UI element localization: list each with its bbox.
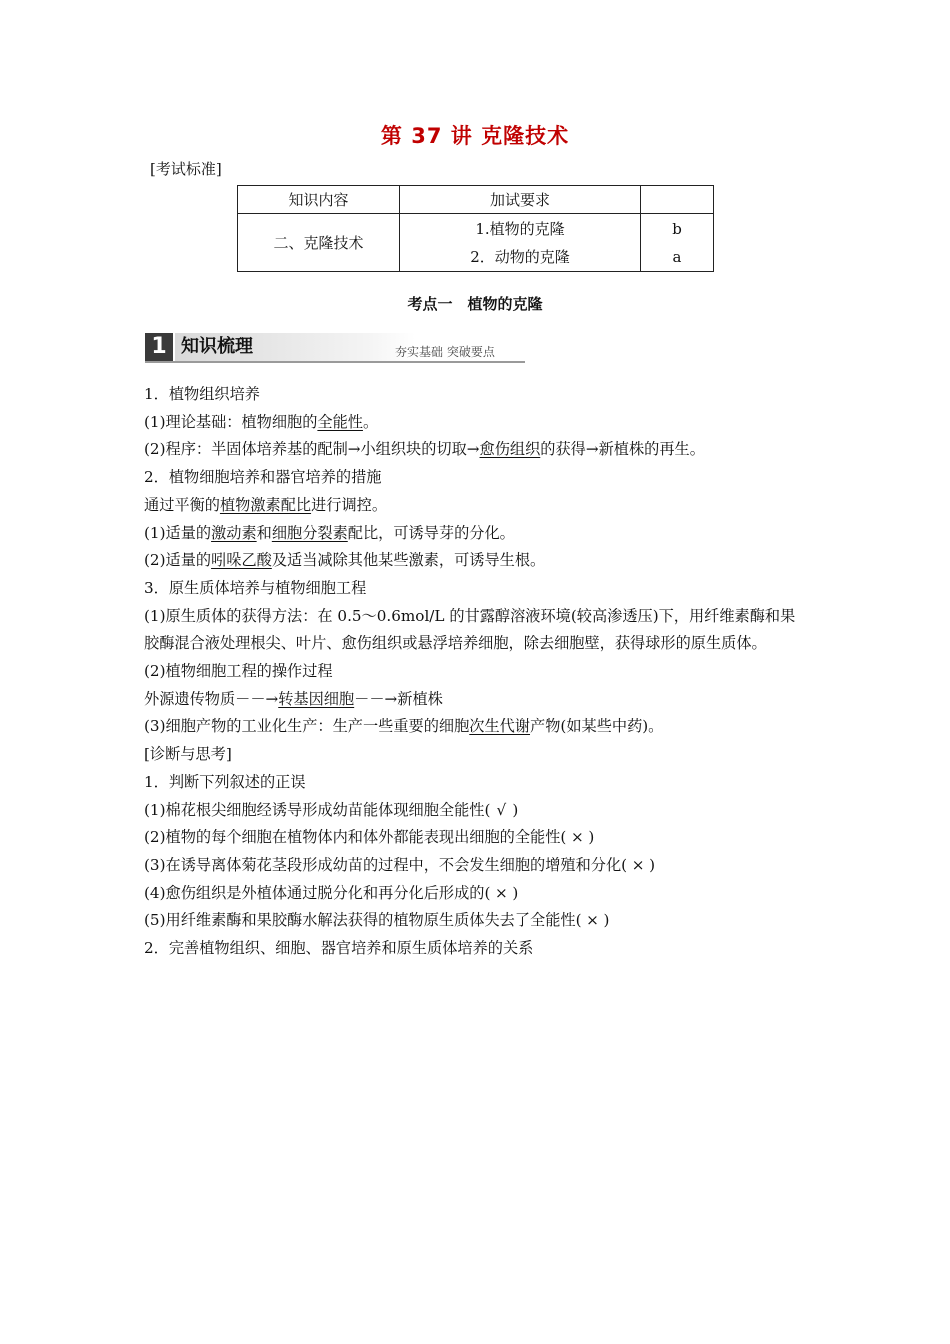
text: (1)理论基础：植物细胞的 [144, 412, 318, 431]
table-item: 2．动物的克隆 [470, 247, 570, 266]
judgement-item [144, 907, 809, 935]
text: 及适当减除其他某些激素，可诱导生根。 [271, 551, 546, 570]
text: ) [603, 911, 610, 930]
paragraph: (1)原生质体的获得方法：在 0.5～0.6mol/L 的甘露醇溶液环境(较高渗透压)下，用纤维素酶和果胶酶混合液处理根尖、叶片、愈伤组织或悬浮培养细胞，除去细胞壁，获得球形的原生质体。 [144, 606, 796, 653]
answer-blank: 转基因细胞 [278, 689, 355, 708]
text: ) [512, 883, 519, 902]
text: ) [512, 800, 519, 819]
table-item: 1.植物的克隆 [475, 219, 565, 238]
question-2: 2．完善植物组织、细胞、器官培养和原生质体培养的关系 [144, 939, 534, 958]
answer-blank: 细胞分裂素 [271, 523, 348, 542]
text: 配比，可诱导芽的分化。 [347, 523, 515, 542]
lesson-title: 第 37 讲 克隆技术 [380, 124, 570, 148]
paragraph: (2)植物细胞工程的操作过程 [144, 662, 333, 681]
table-header-requirement: 加试要求 [400, 186, 641, 214]
text: (1)适量的 [144, 523, 212, 542]
table-cell-topic: 二、克隆技术 [238, 214, 400, 272]
text: (5)用纤维素酶和果胶酶水解法获得的植物原生质体失去了全能性( [144, 911, 582, 930]
text: (2)适量的 [144, 551, 212, 570]
table-header-content: 知识内容 [238, 186, 400, 214]
table-header-blank [641, 186, 714, 214]
answer-blank: 全能性 [317, 412, 363, 431]
heading-2: 2．植物细胞培养和器官培养的措施 [144, 468, 382, 487]
judgement-item [144, 824, 809, 852]
table-row [238, 214, 714, 272]
text: 。 [362, 412, 379, 431]
heading-3: 3．原生质体培养与植物细胞工程 [144, 578, 367, 597]
answer-blank: 吲哚乙酸 [211, 551, 272, 570]
banner-subtitle: 夯实基础 突破要点 [395, 345, 495, 359]
table-level: a [672, 247, 682, 266]
answer-blank: 愈伤组织 [479, 440, 541, 459]
exam-standard-label: [考试标准] [150, 160, 222, 178]
table-cell-items [400, 214, 641, 272]
judgement-item [144, 797, 809, 825]
section-title: 考点一 植物的克隆 [407, 295, 543, 313]
table-cell-levels [641, 214, 714, 272]
text: －－→新植株 [354, 689, 443, 708]
banner-number: 1 [145, 333, 173, 361]
cross-mark: × [586, 911, 599, 930]
text: 和 [256, 523, 272, 542]
judgement-item [144, 880, 809, 908]
text: (4)愈伤组织是外植体通过脱分化和再分化后形成的( [144, 883, 491, 902]
answer-blank: 次生代谢 [469, 717, 531, 736]
text: 进行调控。 [311, 495, 387, 514]
text: (1)棉花根尖细胞经诱导形成幼苗能体现细胞全能性( [144, 800, 491, 819]
text: 通过平衡的 [144, 495, 220, 514]
paragraph [144, 492, 809, 520]
content-body [144, 381, 809, 963]
text: ) [649, 855, 656, 874]
answer-blank: 激动素 [211, 523, 257, 542]
table-level: b [672, 219, 682, 238]
text: (2)植物的每个细胞在植物体内和体外都能表现出细胞的全能性( [144, 828, 567, 847]
text: ) [588, 828, 595, 847]
paragraph [144, 409, 809, 437]
exam-standard-table [237, 185, 714, 272]
text: (3)细胞产物的工业化生产：生产一些重要的细胞 [144, 717, 470, 736]
text: 外源遗传物质－－→ [144, 689, 279, 708]
knowledge-banner [145, 333, 525, 361]
heading-1: 1．植物组织培养 [144, 385, 260, 403]
judgement-item [144, 852, 809, 880]
text: (3)在诱导离体菊花茎段形成幼苗的过程中，不会发生细胞的增殖和分化( [144, 855, 628, 874]
paragraph [144, 436, 809, 464]
paragraph [144, 686, 809, 714]
question-1: 1．判断下列叙述的正误 [144, 772, 306, 791]
paragraph [144, 713, 809, 741]
text: (2)程序：半固体培养基的配制→小组织块的切取→ [144, 440, 480, 459]
banner-label: 知识梳理 [175, 333, 415, 361]
paragraph [144, 547, 809, 575]
text: 的获得→新植株的再生。 [540, 440, 705, 459]
diagnosis-label: [诊断与思考] [144, 745, 232, 764]
table-header-row [238, 186, 714, 214]
cross-mark: × [570, 828, 584, 847]
cross-mark: × [495, 883, 508, 902]
banner-divider [145, 361, 525, 363]
check-mark: √ [496, 800, 507, 819]
text: 产物(如某些中药)。 [530, 717, 664, 736]
paragraph [144, 520, 809, 548]
cross-mark: × [631, 855, 645, 874]
answer-blank: 植物激素配比 [219, 495, 312, 514]
